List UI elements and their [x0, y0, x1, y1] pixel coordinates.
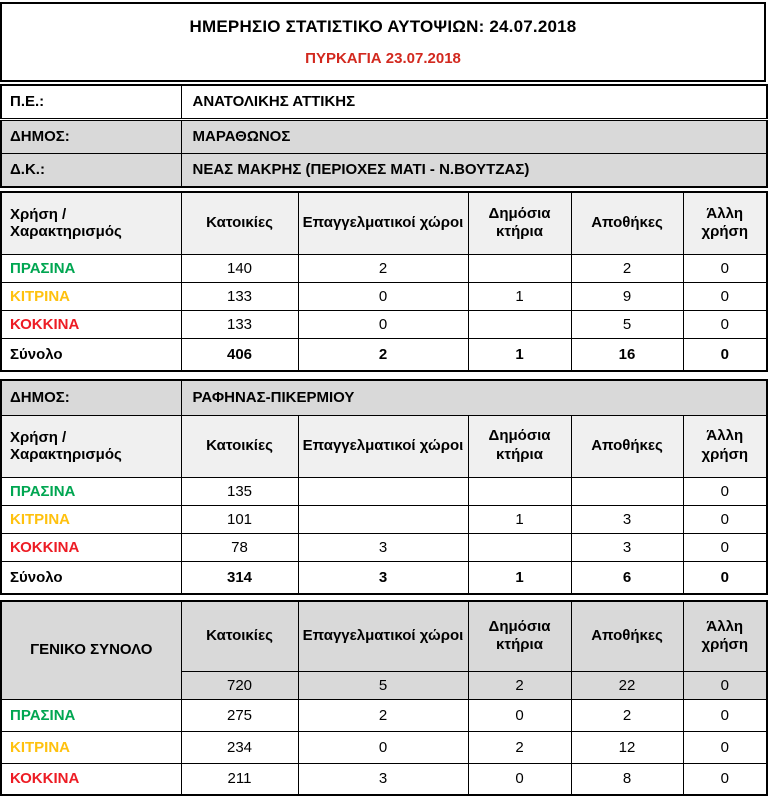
municipality-label-2: ΔΗΜΟΣ: — [1, 380, 181, 415]
table-row-red — [1, 763, 767, 795]
cell: 3 — [298, 561, 468, 594]
cell — [468, 254, 571, 282]
col-header-residences: Κατοικίες — [181, 192, 298, 254]
cell: 133 — [181, 282, 298, 310]
col-header-warehouses: Αποθήκες — [571, 415, 683, 477]
cell: 2 — [468, 671, 571, 699]
cell: 0 — [683, 477, 767, 505]
cell: 0 — [298, 731, 468, 763]
row-label-green: ΠΡΑΣΙΝΑ — [1, 477, 181, 505]
cell: 0 — [683, 310, 767, 338]
cell: 1 — [468, 561, 571, 594]
col-header-professional: Επαγγελματικοί χώροι — [298, 601, 468, 671]
cell: 2 — [298, 254, 468, 282]
col-header-public: Δημόσια κτήρια — [468, 415, 571, 477]
cell: 78 — [181, 533, 298, 561]
cell: 0 — [298, 310, 468, 338]
table-row-yellow — [1, 505, 767, 533]
cell: 1 — [468, 282, 571, 310]
cell: 275 — [181, 699, 298, 731]
municipality-row — [1, 119, 767, 153]
table-row-yellow — [1, 731, 767, 763]
col-header-residences: Κατοικίες — [181, 415, 298, 477]
municipality-label: ΔΗΜΟΣ: — [1, 119, 181, 153]
cell: 0 — [468, 763, 571, 795]
table-row-red — [1, 310, 767, 338]
table-row-yellow — [1, 282, 767, 310]
cell: 0 — [683, 561, 767, 594]
rafinas-pikermiou-table — [0, 379, 768, 595]
cell: 135 — [181, 477, 298, 505]
cell: 2 — [571, 699, 683, 731]
regional-unit-value: ΑΝΑΤΟΛΙΚΗΣ ΑΤΤΙΚΗΣ — [181, 85, 767, 119]
table-row-total — [1, 561, 767, 594]
col-header-public: Δημόσια κτήρια — [468, 601, 571, 671]
cell — [468, 477, 571, 505]
cell: 5 — [298, 671, 468, 699]
cell: 2 — [468, 731, 571, 763]
col-header-residences: Κατοικίες — [181, 601, 298, 671]
cell: 3 — [298, 533, 468, 561]
regional-unit-label: Π.Ε.: — [1, 85, 181, 119]
cell — [571, 477, 683, 505]
cell: 0 — [683, 533, 767, 561]
table-row-green — [1, 254, 767, 282]
cell — [468, 310, 571, 338]
cell: 234 — [181, 731, 298, 763]
cell: 2 — [298, 699, 468, 731]
cell: 3 — [298, 763, 468, 795]
cell: 9 — [571, 282, 683, 310]
row-label-green: ΠΡΑΣΙΝΑ — [1, 699, 181, 731]
cell: 720 — [181, 671, 298, 699]
marathonos-table — [0, 191, 768, 372]
col-header-professional: Επαγγελματικοί χώροι — [298, 192, 468, 254]
cell: 6 — [571, 561, 683, 594]
cell: 2 — [571, 254, 683, 282]
grand-total-table — [0, 600, 768, 796]
cell: 22 — [571, 671, 683, 699]
page-title: ΗΜΕΡΗΣΙΟ ΣΤΑΤΙΣΤΙΚΟ ΑΥΤΟΨΙΩΝ: 24.07.2018 — [189, 17, 577, 36]
district-row — [1, 153, 767, 187]
col-header-warehouses: Αποθήκες — [571, 192, 683, 254]
col-header-public: Δημόσια κτήρια — [468, 192, 571, 254]
municipality-value-2: ΡΑΦΗΝΑΣ-ΠΙΚΕΡΜΙΟΥ — [181, 380, 767, 415]
title-box — [0, 2, 766, 82]
col-header-other: Άλλη χρήση — [683, 192, 767, 254]
cell: 0 — [683, 731, 767, 763]
col-header-other: Άλλη χρήση — [683, 415, 767, 477]
fire-subtitle: ΠΥΡΚΑΓΙΑ 23.07.2018 — [305, 50, 461, 67]
cell: 12 — [571, 731, 683, 763]
row-label-yellow: ΚΙΤΡΙΝΑ — [1, 505, 181, 533]
column-header-row — [1, 415, 767, 477]
statistics-document — [0, 2, 766, 796]
row-label-green: ΠΡΑΣΙΝΑ — [1, 254, 181, 282]
cell: 211 — [181, 763, 298, 795]
row-label-total: Σύνολο — [1, 561, 181, 594]
cell: 140 — [181, 254, 298, 282]
cell: 8 — [571, 763, 683, 795]
table-row-green — [1, 699, 767, 731]
cell: 1 — [468, 338, 571, 371]
col-header-warehouses: Αποθήκες — [571, 601, 683, 671]
municipality-row-2 — [1, 380, 767, 415]
cell: 0 — [683, 338, 767, 371]
col-header-professional: Επαγγελματικοί χώροι — [298, 415, 468, 477]
row-label-total: Σύνολο — [1, 338, 181, 371]
cell: 5 — [571, 310, 683, 338]
cell: 1 — [468, 505, 571, 533]
cell — [468, 533, 571, 561]
cell: 0 — [298, 282, 468, 310]
cell: 0 — [468, 699, 571, 731]
table-row-red — [1, 533, 767, 561]
cell: 3 — [571, 505, 683, 533]
grand-total-header-row — [1, 601, 767, 671]
municipality-value: ΜΑΡΑΘΩΝΟΣ — [181, 119, 767, 153]
cell: 0 — [683, 505, 767, 533]
cell: 0 — [683, 699, 767, 731]
col-header-usage: Χρήση / Χαρακτηρισμός — [1, 192, 181, 254]
col-header-usage: Χρήση / Χαρακτηρισμός — [1, 415, 181, 477]
row-label-red: ΚΟΚΚΙΝΑ — [1, 310, 181, 338]
district-value: ΝΕΑΣ ΜΑΚΡΗΣ (ΠΕΡΙΟΧΕΣ ΜΑΤΙ - Ν.ΒΟΥΤΖΑΣ) — [181, 153, 767, 187]
cell: 314 — [181, 561, 298, 594]
cell: 0 — [683, 763, 767, 795]
cell: 101 — [181, 505, 298, 533]
row-label-red: ΚΟΚΚΙΝΑ — [1, 533, 181, 561]
cell: 0 — [683, 254, 767, 282]
grand-total-label: ΓΕΝΙΚΟ ΣΥΝΟΛΟ — [1, 601, 181, 699]
regional-unit-row — [1, 85, 767, 119]
cell: 0 — [683, 282, 767, 310]
district-label: Δ.Κ.: — [1, 153, 181, 187]
col-header-other: Άλλη χρήση — [683, 601, 767, 671]
row-label-yellow: ΚΙΤΡΙΝΑ — [1, 731, 181, 763]
table-row-green — [1, 477, 767, 505]
cell — [298, 477, 468, 505]
cell: 3 — [571, 533, 683, 561]
column-header-row — [1, 192, 767, 254]
cell: 16 — [571, 338, 683, 371]
cell: 406 — [181, 338, 298, 371]
cell: 2 — [298, 338, 468, 371]
row-label-yellow: ΚΙΤΡΙΝΑ — [1, 282, 181, 310]
cell: 133 — [181, 310, 298, 338]
cell: 0 — [683, 671, 767, 699]
cell — [298, 505, 468, 533]
location-info-table — [0, 84, 768, 188]
table-row-total — [1, 338, 767, 371]
row-label-red: ΚΟΚΚΙΝΑ — [1, 763, 181, 795]
